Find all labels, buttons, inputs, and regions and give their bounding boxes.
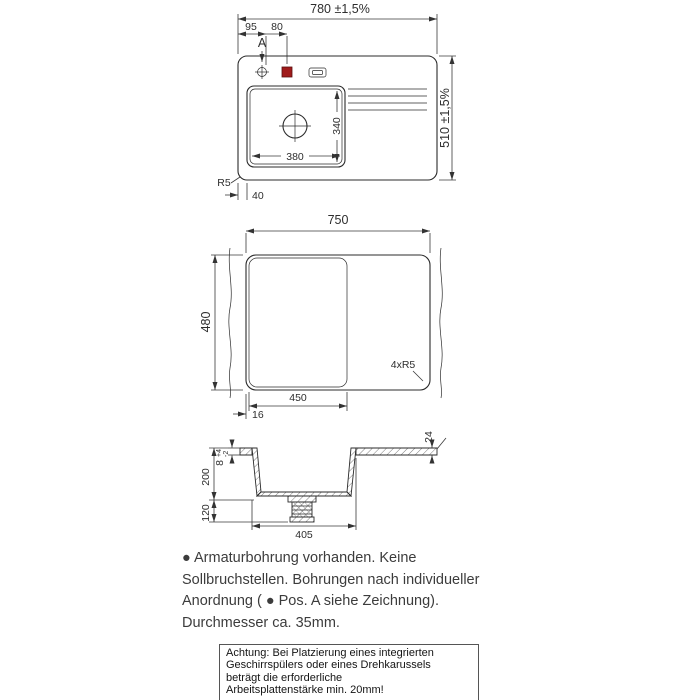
rim-left-section [240, 448, 252, 455]
bowl-wall-right [347, 448, 356, 496]
drainer-section [356, 448, 437, 455]
drain-nut [290, 517, 314, 522]
warning-box [219, 644, 479, 700]
dim-cutout-width: 750 [327, 213, 349, 227]
dim-edge-offset: 40 [252, 190, 264, 202]
dim-drain-height: 120 [200, 504, 212, 522]
drainer-grooves [348, 89, 427, 110]
dim-bowl-total-depth: 200 [200, 468, 212, 486]
dim-total-height: 510 ±1,5% [438, 88, 452, 148]
bowl-cutout-outline [249, 258, 347, 387]
dim-cutout-height: 480 [199, 311, 213, 333]
warning-line: beträgt die erforderliche [226, 671, 343, 684]
cutout-view [199, 213, 442, 421]
overflow-slot-icon [309, 68, 326, 77]
dim-bowl-depth: 340 [331, 117, 343, 135]
tolerance-minus: -2 [223, 450, 230, 457]
notes-block [182, 548, 479, 634]
corner-radius-label: R5 [217, 177, 231, 189]
dim-bowl-width: 380 [286, 151, 304, 163]
cutout-corner-radius-label: 4xR5 [390, 359, 416, 371]
section-view [200, 431, 446, 541]
note-line: Anordnung ( ● Pos. A siehe Zeichnung). [182, 593, 440, 609]
dim-edge-height: 24 [423, 431, 435, 443]
drain-flange [288, 496, 316, 502]
dim-hole-offset: 95 [245, 21, 257, 33]
tolerance-plus: +4 [216, 449, 223, 457]
dim-bowl-outer-width: 405 [295, 529, 313, 541]
pos-a-marker-icon [282, 67, 292, 77]
dim-cutout-offset: 16 [252, 409, 264, 421]
warning-line: Geschirrspülers oder eines Drehkarussels [226, 659, 431, 672]
bowl-bottom [257, 492, 351, 496]
dim-total-width: 780 ±1,5% [310, 2, 370, 16]
dim-bowl-cutout-width: 450 [289, 392, 307, 404]
note-line: ● Armaturbohrung vorhanden. Keine [182, 550, 417, 566]
bowl-wall-left [252, 448, 261, 496]
warning-line: Achtung: Bei Platzierung eines integrierten [226, 647, 434, 659]
dim-hole-spacing: 80 [271, 21, 283, 33]
plan-view [217, 2, 456, 202]
warning-line: Arbeitsplattenstärke min. 20mm! [226, 684, 384, 697]
note-line: Sollbruchstellen. Bohrungen nach individueller [182, 571, 480, 588]
svg-text:8: 8 [214, 460, 226, 466]
break-line-left [229, 248, 231, 398]
break-line-right [440, 248, 442, 398]
pos-a-label: A [257, 36, 267, 50]
note-line: Durchmesser ca. 35mm. [182, 614, 340, 631]
dim-rim-thickness [214, 449, 230, 466]
